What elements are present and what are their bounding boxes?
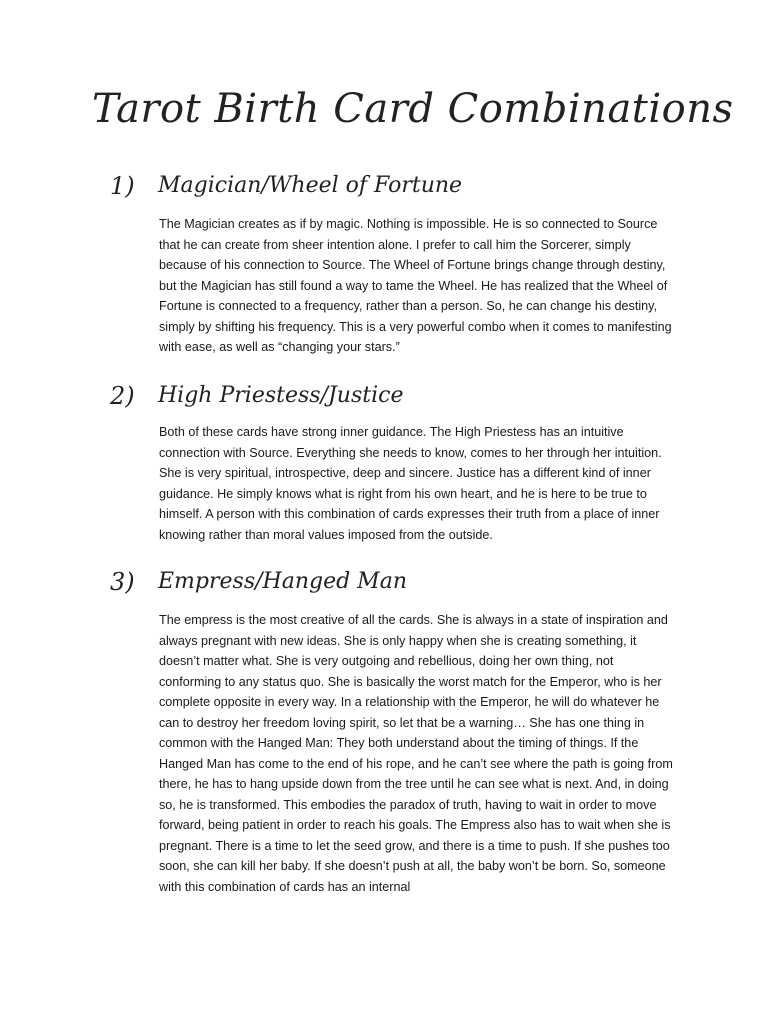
section-heading: High Priestess/Justice [158,383,404,408]
section-body: The Magician creates as if by magic. Nothing is impossible. He is so connected to Source that he can create from sheer intention alone. I prefer to call him the Sorcerer, simply because of his connection to Source. The Wheel of Fortune brings change through destiny, but the Magician has still found a way to tame the Wheel. He has realized that the Wheel of Fortune is connected to a frequency, rather than a person. So, he can change his destiny, simply by shifting his frequency. This is a very powerful combo when it comes to manifesting with ease, as well as “changing your stars.” [159,217,672,354]
section-number: 3) [110,568,135,596]
section-number: 1) [110,172,135,200]
document-title: Tarot Birth Card Combinations [92,86,734,132]
section-heading: Empress/Hanged Man [158,569,407,594]
section-body: Both of these cards have strong inner guidance. The High Priestess has an intuitive connection with Source. Everything she needs to know, comes to her through her intuition. She is very spiritual, introspective, deep and sincere. Justice has a different kind of inner guidance. He simply knows what is right from his own heart, and he is here to be true to himself. A person with this combination of cards expresses their truth from a place of inner knowing rather than moral values imposed from the outside. [159,425,662,542]
section-number: 2) [110,382,135,410]
section-body: The empress is the most creative of all the cards. She is always in a state of inspiration and always pregnant with new ideas. She is only happy when she is creating something, it doesn’t matter what. She is very outgoing and rebellious, doing her own thing, not conforming to any status quo. She is basically the worst match for the Emperor, who is her complete opposite in every way. In a relationship with the Emperor, he will do whatever he can to destroy her freedom loving spirit, so let that be a warning… She has one thing in common with the Hanged Man: They both understand about the timing of things. If the Hanged Man has come to the end of his rope, and he can’t see where the path is going from there, he has to hang upside down from the tree until he can see what is next. And, in doing so, he is transformed. This embodies the paradox of truth, having to wait in order to move forward, being patient in order to reach his goals. The Empress also has to wait when she is pregnant. There is a time to let the seed grow, and there is a time to push. If she pushes too soon, she can kill her baby. If she doesn’t push at all, the baby won’t be born. So, someone with this combination of cards has an internal [159,613,673,894]
section-heading: Magician/Wheel of Fortune [158,173,463,198]
